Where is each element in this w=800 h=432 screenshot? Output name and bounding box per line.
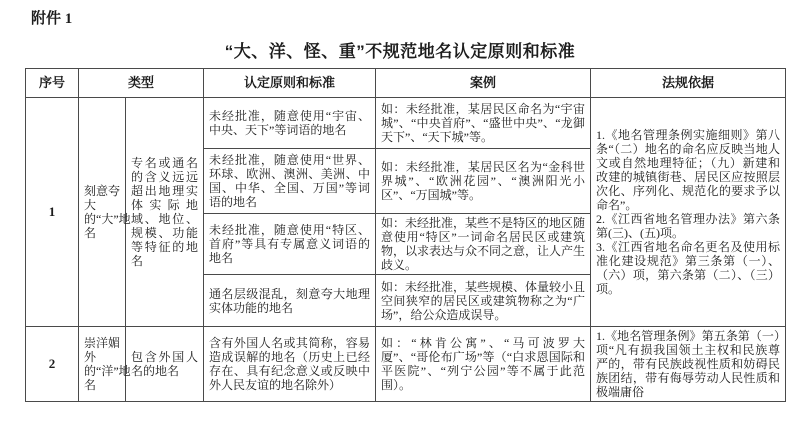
row1-legal-item-3: 3.《江西省地名命名更名及使用标准化建设规范》第三条第（一）、（六）项，第六条第（二）、（三）项。 <box>596 240 781 296</box>
header-index: 序号 <box>26 69 79 98</box>
attachment-label: 附件 1 <box>31 11 73 27</box>
header-principle: 认定原则和标准 <box>204 69 376 98</box>
row1-principle-3: 未经批准，随意使用“特区、首府”等具有专属意义词语的地名 <box>204 214 376 275</box>
row2-legal-basis <box>591 327 786 402</box>
row1-principle-4: 通名层级混乱，刻意夸大地理实体功能的地名 <box>204 275 376 327</box>
header-case: 案例 <box>376 69 591 98</box>
row1-legal-item-1: 1.《地名管理条例实施细则》第八条“（二）地名的命名应反映当地人文或自然地理特征；（九）新建和改建的城镇街巷、居民区应按照层次化、序列化、规范化的要求予以命名”。 <box>596 128 781 212</box>
row1-index: 1 <box>26 98 79 327</box>
row1-case-1: 如：未经批准，某居民区命名为“宇宙城”、“中央首府”、“盛世中央”、“龙御天下”、“天下城”等。 <box>376 98 591 149</box>
row1-legal-item-2: 2.《江西省地名管理办法》第六条第(三)、(五)项。 <box>596 212 781 240</box>
row1-type-desc: 专名或通名的含义远远超出地理实体实际地域、地位、规模、功能等特征的地名 <box>126 98 204 327</box>
row1-case-2: 如：未经批准，某居民区名为“金科世界城”、“欧洲花园”、“澳洲阳光小区”、“万国城”等。 <box>376 149 591 214</box>
row1-type-category: 刻意夸大的“大”地名 <box>79 98 126 327</box>
row2-type-category: 崇洋媚外的“洋”地名 <box>79 327 126 402</box>
row1-principle-2: 未经批准，随意使用“世界、环球、欧洲、澳洲、美洲、中国、中华、全国、万国”等词语的地名 <box>204 149 376 214</box>
row2-legal-item-1: 1.《地名管理条例》第五条第（一）项“凡有损我国领土主权和民族尊严的，带有民族歧视性质和妨碍民族团结，带有侮辱劳动人民性质和极端庸俗 <box>596 329 781 399</box>
table-row-1-sub-1 <box>26 98 786 149</box>
row1-principle-1: 未经批准，随意使用“宇宙、中央、天下”等词语的地名 <box>204 98 376 149</box>
row1-legal-basis <box>591 98 786 327</box>
row2-case-1: 如：“林肯公寓”、“马可波罗大厦”、“哥伦布广场”等（“白求恩国际和平医院”、“列宁公园”等不属于此范围）。 <box>376 327 591 402</box>
row1-case-3: 如：未经批准，某些不是特区的地区随意使用“特区”一词命名居民区或建筑物，以求表达与众不同之意，让人产生歧义。 <box>376 214 591 275</box>
row1-case-4: 如：未经批准，某些规模、体量较小且空间狭窄的居民区或建筑物称之为“广场”，给公众造成误导。 <box>376 275 591 327</box>
table-row-2 <box>26 327 786 402</box>
header-type: 类型 <box>79 69 204 98</box>
row2-index: 2 <box>26 327 79 402</box>
header-legal: 法规依据 <box>591 69 786 98</box>
row2-type-desc: 包含外国人名的地名 <box>126 327 204 402</box>
naming-standards-table <box>25 68 786 402</box>
document-title: “大、洋、怪、重”不规范地名认定原则和标准 <box>224 42 576 61</box>
table-header-row <box>26 69 786 98</box>
row2-principle-1: 含有外国人名或其简称，容易造成误解的地名（历史上已经存在、具有纪念意义或反映中外人民友谊的地名除外） <box>204 327 376 402</box>
